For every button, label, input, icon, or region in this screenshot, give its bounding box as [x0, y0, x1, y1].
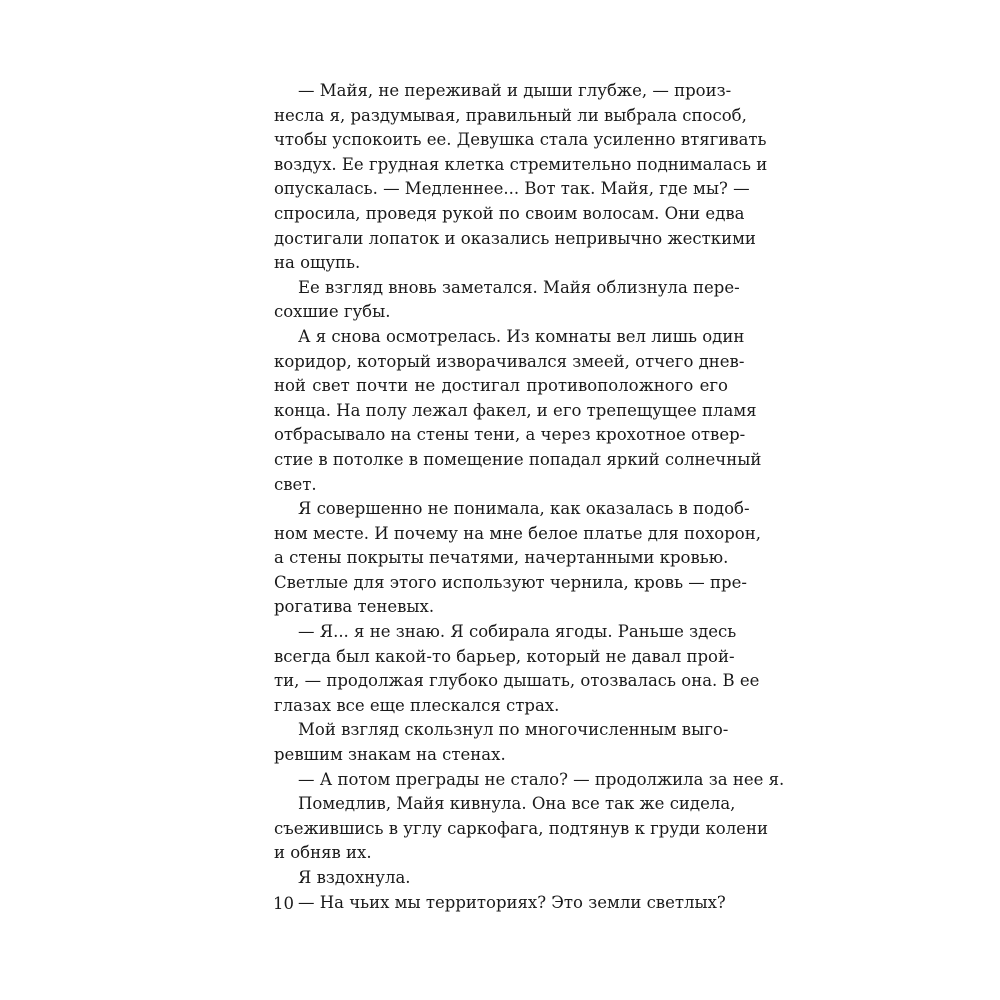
text-line: опускалась. — Медленнее... Вот так. Майя, где мы? — [274, 179, 750, 199]
text-line: — На чьих мы территориях? Это земли светлых? [298, 892, 726, 912]
text-line: всегда был какой-то барьер, который не давал прой- [274, 646, 735, 666]
page-number: 10 [273, 894, 294, 913]
paragraph [274, 276, 740, 325]
body-text [274, 79, 785, 915]
text-line: воздух. Ее грудная клетка стремительно поднималась и [274, 154, 768, 174]
text-line: достигали лопаток и оказались непривычно жесткими [274, 228, 756, 248]
text-line: несла я, раздумывая, правильный ли выбрала способ, [274, 105, 747, 125]
text-line: сохшие губы. [274, 302, 391, 322]
text-line: чтобы успокоить ее. Девушка стала усиленно втягивать [274, 130, 767, 150]
text-line: ной свет почти не достигал противоположного его [274, 376, 728, 396]
text-line: А я снова осмотрелась. Из комнаты вел лишь один [298, 326, 745, 346]
text-line: съежившись в углу саркофага, подтянув к груди колени [274, 818, 768, 838]
text-line: и обняв их. [274, 843, 372, 863]
text-line: на ощупь. [274, 253, 361, 273]
text-line: Помедлив, Майя кивнула. Она все так же сидела, [298, 794, 736, 814]
text-line: — Майя, не переживай и дыши глубже, — произ- [298, 81, 732, 100]
text-line: ном месте. И почему на мне белое платье для похорон, [274, 523, 761, 543]
text-line: стие в потолке в помещение попадал яркий солнечный [274, 449, 762, 469]
text-line: спросила, проведя рукой по своим волосам. Они едва [274, 203, 745, 223]
text-line: глазах все еще плескался страх. [274, 695, 560, 715]
text-line: конца. На полу лежал факел, и его трепещущее пламя [274, 400, 757, 420]
text-line: рогатива теневых. [274, 597, 435, 617]
text-line: отбрасывало на стены тени, а через крохотное отвер- [274, 425, 746, 445]
text-line: ревшим знакам на стенах. [274, 745, 506, 765]
text-line: а стены покрыты печатями, начертанными кровью. [274, 548, 729, 568]
paragraph [274, 792, 768, 866]
text-line: — Я... я не знаю. Я собирала ягоды. Раньше здесь [298, 622, 737, 642]
paragraph [274, 325, 762, 497]
paragraph [274, 497, 761, 620]
text-line: Ее взгляд вновь заметался. Майя облизнула пере- [298, 277, 740, 297]
text-line: ти, — продолжая глубоко дышать, отозвалась она. В ее [274, 671, 760, 691]
paragraph [274, 79, 768, 276]
text-line: — А потом преграды не стало? — продолжила за нее я. [298, 769, 785, 789]
text-line: Мой взгляд скользнул по многочисленным выго- [298, 720, 729, 740]
paragraph [274, 866, 728, 891]
text-line: Я совершенно не понимала, как оказалась в подоб- [298, 499, 750, 519]
paragraph [274, 718, 728, 767]
paragraph [274, 768, 785, 793]
text-line: свет. [274, 474, 317, 494]
paragraph [274, 620, 760, 718]
text-line: Светлые для этого используют чернила, кровь — пре- [274, 572, 747, 592]
text-line: Я вздохнула. [298, 868, 411, 887]
text-line: коридор, который изворачивался змеей, отчего днев- [274, 351, 745, 371]
paragraph [274, 891, 728, 916]
